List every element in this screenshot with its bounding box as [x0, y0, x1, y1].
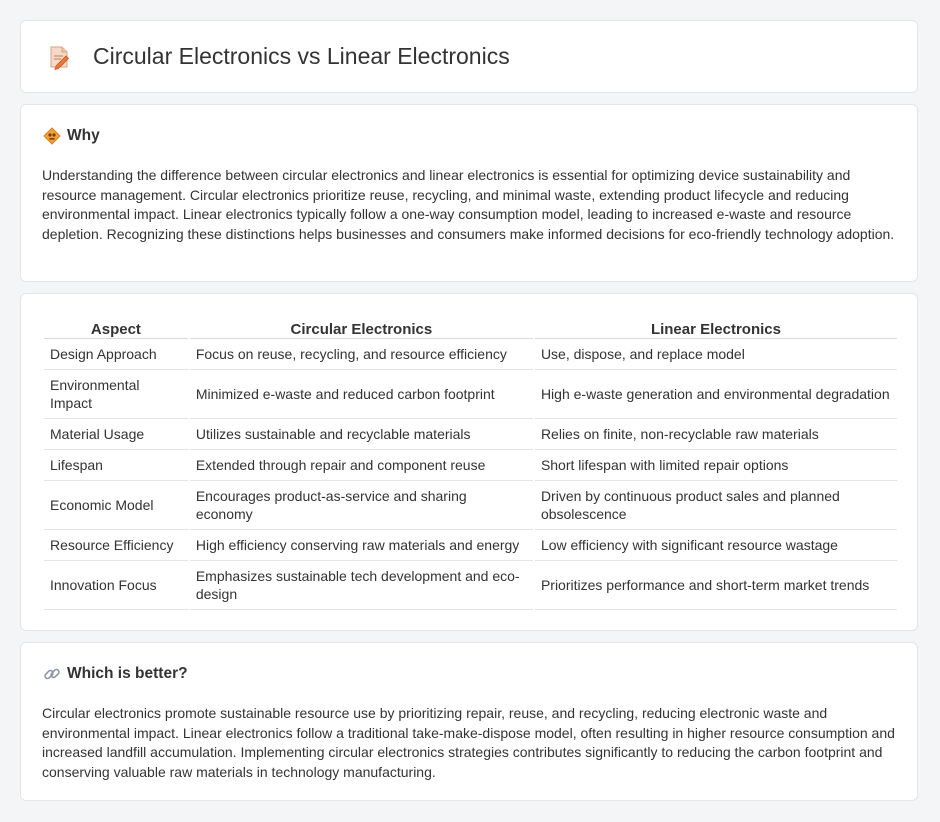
cell-circular: Utilizes sustainable and recyclable materials: [190, 419, 533, 450]
cell-linear: Low efficiency with significant resource wastage: [535, 530, 897, 561]
diamond-sign-icon: [43, 127, 61, 145]
cell-circular: Focus on reuse, recycling, and resource efficiency: [190, 339, 533, 370]
page-title: Circular Electronics vs Linear Electronics: [93, 43, 510, 69]
better-title: Which is better?: [67, 665, 188, 682]
cell-circular: Emphasizes sustainable tech development and eco-design: [190, 561, 533, 610]
cell-circular: Extended through repair and component reuse: [190, 450, 533, 481]
cell-aspect: Economic Model: [44, 481, 188, 530]
cell-linear: Short lifespan with limited repair options: [535, 450, 897, 481]
table-row: [44, 370, 897, 419]
cell-aspect: Innovation Focus: [44, 561, 188, 610]
cell-aspect: Material Usage: [44, 419, 188, 450]
cell-linear: Use, dispose, and replace model: [535, 339, 897, 370]
better-heading: [43, 665, 188, 683]
link-icon: [43, 665, 61, 683]
comparison-table-card: [20, 293, 918, 631]
why-section: [20, 104, 918, 282]
table-row: [44, 419, 897, 450]
better-body: Circular electronics promote sustainable resource use by prioritizing repair, reuse, and recycling, reducing electronic waste and environmental impact. Linear electronics follow a traditional take-make-dispose model, often resulting in higher resource consumption and increased landfill accumulation. Implementing circular electronics strategies contributes significantly to reducing the carbon footprint and conserving valuable raw materials in technology manufacturing.: [42, 705, 895, 780]
table-header-row: [44, 315, 897, 339]
cell-aspect: Lifespan: [44, 450, 188, 481]
cell-aspect: Resource Efficiency: [44, 530, 188, 561]
title-row: [47, 43, 510, 70]
table-row: [44, 481, 897, 530]
table-row: [44, 530, 897, 561]
cell-linear: High e-waste generation and environmental degradation: [535, 370, 897, 419]
table-row: [44, 450, 897, 481]
header-aspect: Aspect: [44, 315, 188, 339]
header-linear: Linear Electronics: [535, 315, 897, 339]
cell-circular: High efficiency conserving raw materials and energy: [190, 530, 533, 561]
table-row: [44, 339, 897, 370]
which-is-better-section: [20, 642, 918, 801]
cell-circular: Minimized e-waste and reduced carbon footprint: [190, 370, 533, 419]
comparison-table: [42, 315, 899, 610]
cell-linear: Relies on finite, non-recyclable raw materials: [535, 419, 897, 450]
why-heading: [43, 127, 100, 145]
document-pencil-icon: [47, 44, 71, 70]
cell-linear: Driven by continuous product sales and planned obsolescence: [535, 481, 897, 530]
why-title: Why: [67, 127, 100, 144]
header-circular: Circular Electronics: [190, 315, 533, 339]
cell-circular: Encourages product-as-service and sharing economy: [190, 481, 533, 530]
cell-aspect: Environmental Impact: [44, 370, 188, 419]
why-body: Understanding the difference between circular electronics and linear electronics is essential for optimizing device sustainability and resource management. Circular electronics prioritize reuse, recycling, and minimal waste, extending product lifecycle and reducing environmental impact. Linear electronics typically follow a one-way consumption model, leading to increased e-waste and resource depletion. Recognizing these distinctions helps businesses and consumers make informed decisions for eco-friendly technology adoption.: [42, 167, 895, 242]
table-row: [44, 561, 897, 610]
cell-linear: Prioritizes performance and short-term market trends: [535, 561, 897, 610]
cell-aspect: Design Approach: [44, 339, 188, 370]
header-card: [20, 20, 918, 93]
